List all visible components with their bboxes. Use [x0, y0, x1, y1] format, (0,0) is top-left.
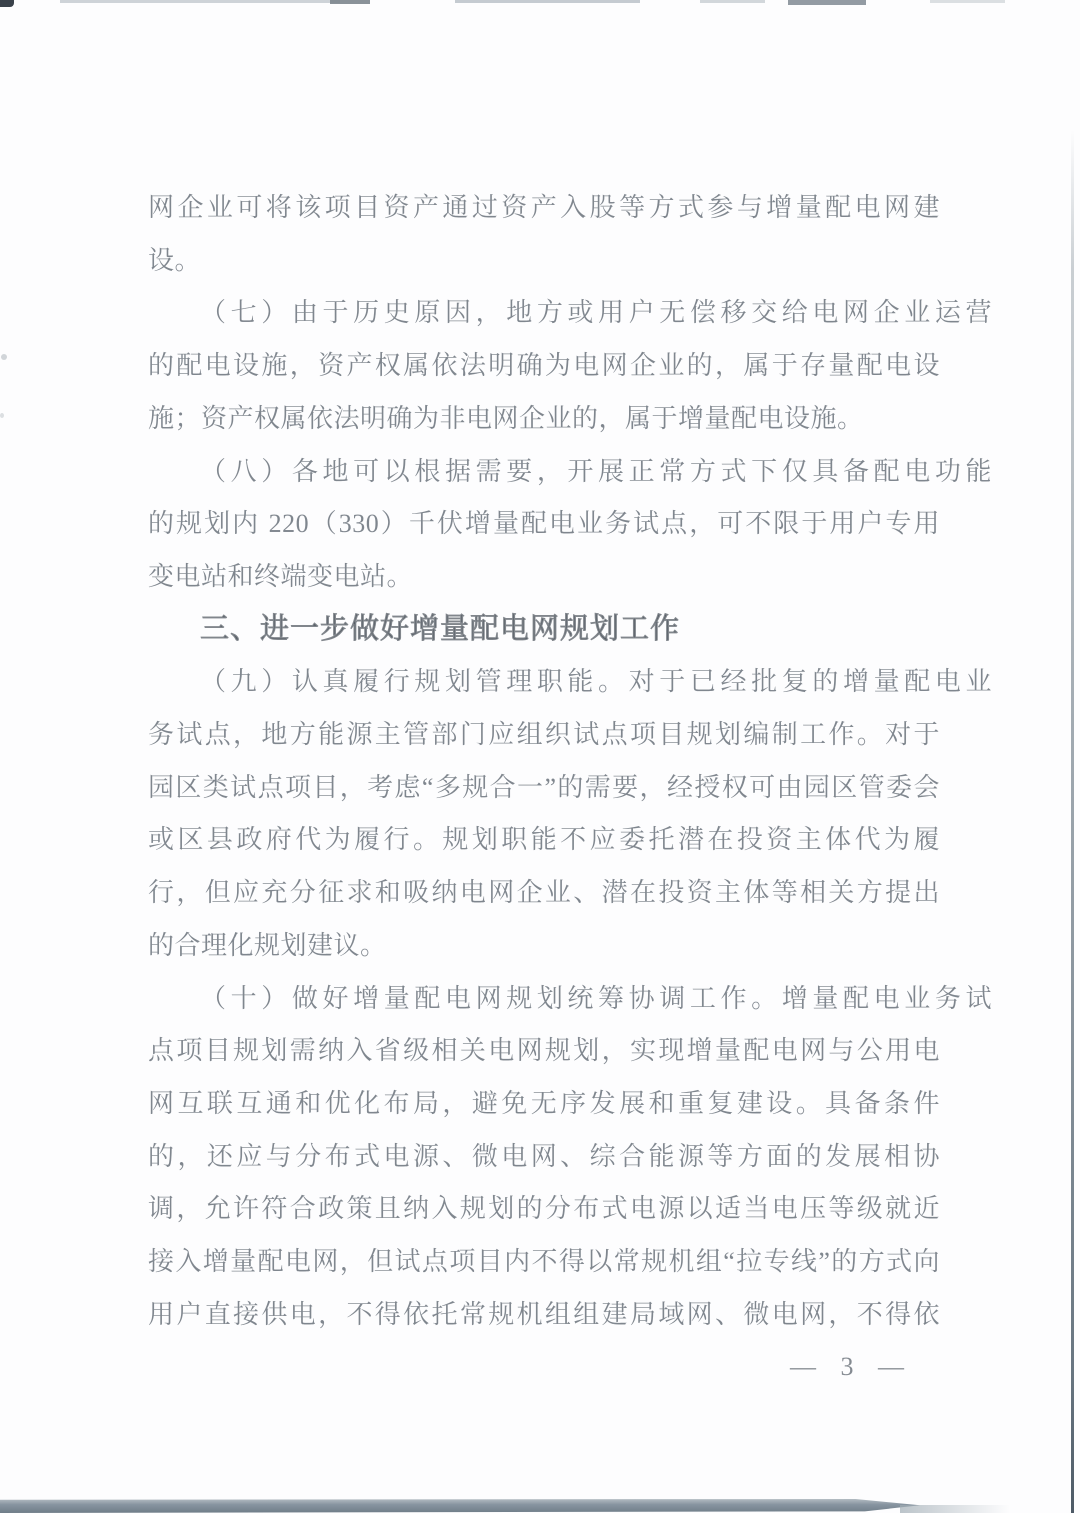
- text-line: 设。: [148, 245, 202, 275]
- page-edge-line: [1071, 130, 1074, 1513]
- text-line: 行，但应充分征求和吸纳电网企业、潜在投资主体等相关方提出: [148, 878, 940, 908]
- scan-smudge: [330, 0, 370, 4]
- text-line: （十）做好增量配电网规划统筹协调工作。增量配电业务试: [200, 983, 992, 1013]
- scan-smudge: [788, 0, 866, 5]
- text-line: 务试点，地方能源主管部门应组织试点项目规划编制工作。对于: [148, 720, 940, 749]
- text-line: 的配电设施，资产权属依法明确为电网企业的，属于存量配电设: [148, 351, 940, 381]
- text-line: 用户直接供电，不得依托常规机组组建局域网、微电网，不得依: [148, 1299, 940, 1329]
- text-line: 接入增量配电网，但试点项目内不得以常规机组“拉专线”的方式向: [148, 1247, 940, 1276]
- page-number: — 3 —: [790, 1352, 906, 1382]
- scan-smudge: [60, 0, 340, 3]
- section-heading: 三、进一步做好增量配电网规划工作: [200, 612, 681, 645]
- text-line: 点项目规划需纳入省级相关电网规划，实现增量配电网与公用电: [148, 1036, 940, 1066]
- scan-artifact-bottom-band-fade: [900, 1505, 1010, 1513]
- scan-artifact-speck: [1, 354, 7, 360]
- text-line: 变电站和终端变电站。: [148, 561, 414, 591]
- text-line: 园区类试点项目，考虑“多规合一”的需要，经授权可由园区管委会: [148, 772, 940, 802]
- text-line: 或区县政府代为履行。规划职能不应委托潜在投资主体代为履: [148, 825, 940, 855]
- text-line: 的，还应与分布式电源、微电网、综合能源等方面的发展相协: [148, 1141, 940, 1171]
- text-line: 的规划内 220（330）千伏增量配电业务试点，可不限于用户专用: [148, 509, 940, 539]
- scan-smudge: [0, 0, 14, 7]
- text-line: （八）各地可以根据需要，开展正常方式下仅具备配电功能: [200, 456, 992, 486]
- text-line: （七）由于历史原因，地方或用户无偿移交给电网企业运营: [200, 298, 992, 328]
- text-line: 调，允许符合政策且纳入规划的分布式电源以适当电压等级就近: [148, 1194, 940, 1224]
- text-line: 网互联互通和优化布局，避免无序发展和重复建设。具备条件: [148, 1088, 940, 1118]
- scan-artifact-speck: [0, 413, 4, 418]
- scan-smudge: [930, 0, 1005, 3]
- scan-smudge: [700, 0, 765, 3]
- scan-artifact-bottom-band: [0, 1499, 920, 1513]
- text-line: 的合理化规划建议。: [148, 930, 387, 960]
- scan-artifact-top-edge: [0, 0, 1080, 8]
- scan-smudge: [455, 0, 640, 3]
- text-line: 施；资产权属依法明确为非电网企业的，属于增量配电设施。: [148, 403, 864, 433]
- text-line: （九）认真履行规划管理职能。对于已经批复的增量配电业: [200, 667, 992, 697]
- text-line: 网企业可将该项目资产通过资产入股等方式参与增量配电网建: [148, 193, 940, 222]
